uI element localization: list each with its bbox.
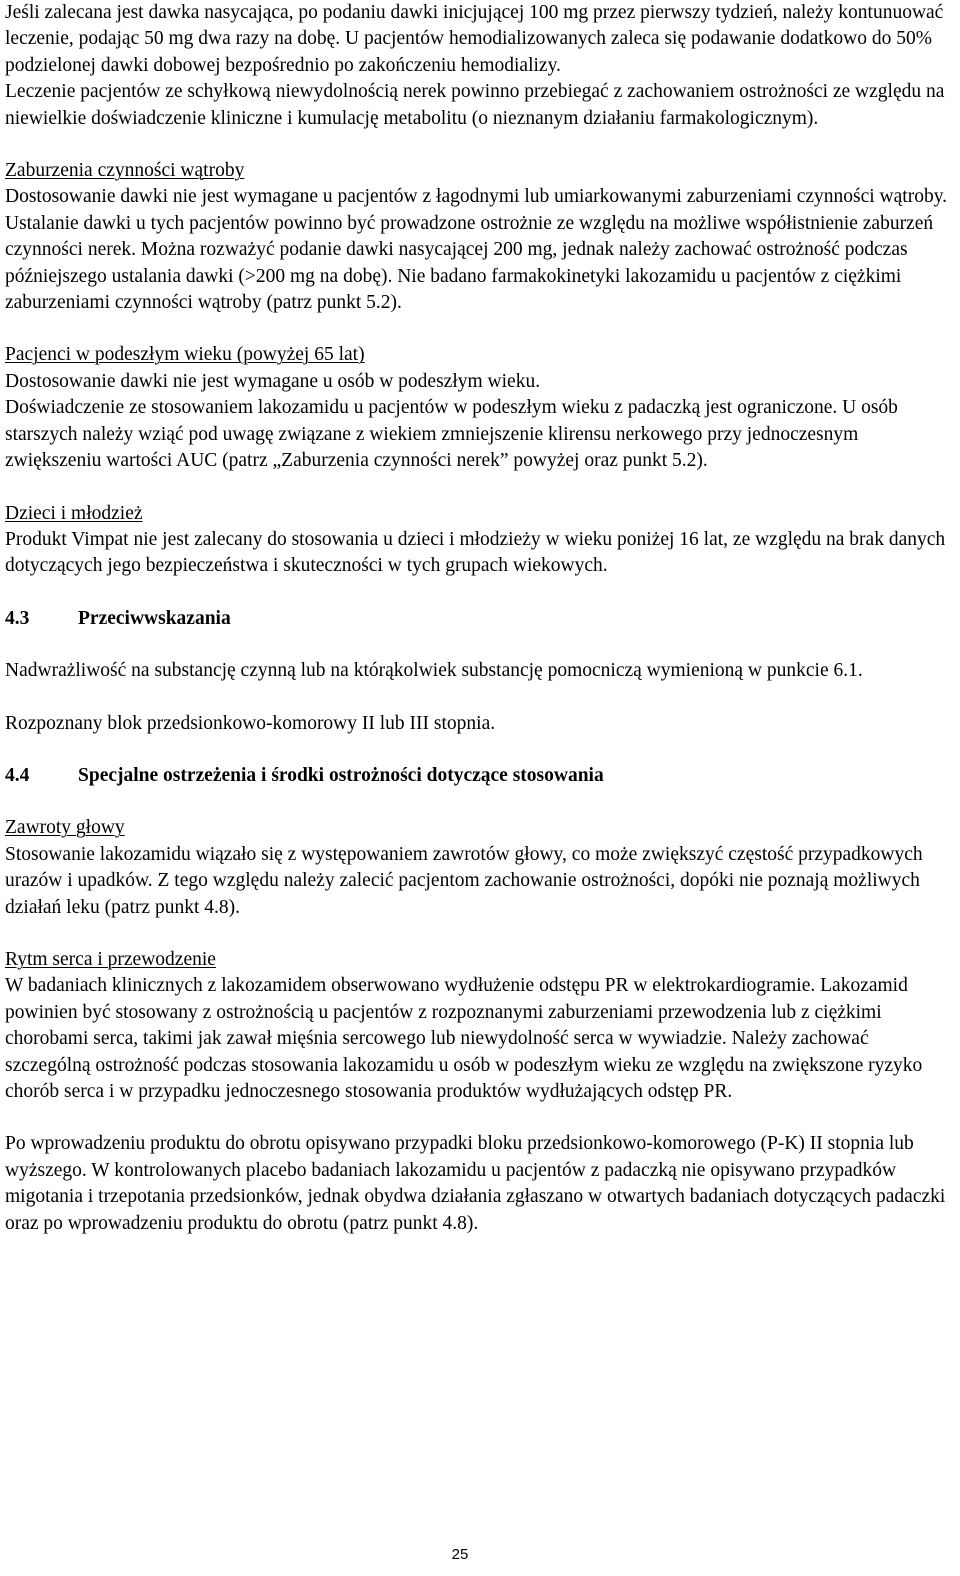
section-number: 4.3 — [5, 607, 30, 629]
document-page — [5, 0, 955, 1237]
subheading-heart: Rytm serca i przewodzenie — [5, 948, 216, 970]
paragraph-liver-2: Ustalanie dawki u tych pacjentów powinno być prowadzone ostrożnie ze względu na możliwe współistnienie zaburzeń czynności nerek. Można rozważyć podanie dawki nasycającej 200 mg, jednak należy zachować ostrożność podczas późniejszego ustalania dawki (>200 mg na dobę). Nie badano farmakokinetyki lakozamidu u pacjentów z ciężkimi zaburzeniami czynności wątroby (patrz punkt 5.2). — [5, 212, 934, 314]
subheading-elderly: Pacjenci w podeszłym wieku (powyżej 65 lat) — [5, 344, 365, 366]
paragraph-dizziness-1: Stosowanie lakozamidu wiązało się z występowaniem zawrotów głowy, co może zwiększyć częstość przypadkowych urazów i upadków. Z tego względu należy zalecić pacjentom zachowanie ostrożności, dopóki nie poznają możliwych działań leku (patrz punkt 4.8). — [5, 843, 923, 918]
paragraph-liver-1: Dostosowanie dawki nie jest wymagane u pacjentów z łagodnymi lub umiarkowanymi zaburzeniami czynności wątroby. — [5, 186, 948, 208]
subheading-liver: Zaburzenia czynności wątroby — [5, 160, 245, 182]
paragraph-renal-end-stage: Leczenie pacjentów ze schyłkową niewydolnością nerek powinno przebiegać z zachowaniem ostrożności ze względu na niewielkie doświadczenie kliniczne i kumulację metabolitu (o nieznanym działaniu farmakologicznym). — [5, 81, 945, 129]
paragraph-heart-1: W badaniach klinicznych z lakozamidem obserwowano wydłużenie odstępu PR w elektrokardiogramie. Lakozamid powinien być stosowany z ostrożnością u pacjentów z rozpoznanymi zaburzeniami przewodzenia lub z ciężkimi chorobami serca, takimi jak zawał mięśnia sercowego lub niewydolność serca w wywiadzie. Należy zachować szczególną ostrożność podczas stosowania lakozamidu u osób w podeszłym wieku ze względu na zwiększone ryzyko chorób serca i w przypadku jednoczesnego stosowania produktów wydłużających odstęp PR. — [5, 975, 923, 1102]
paragraph-elderly-1: Dostosowanie dawki nie jest wymagane u osób w podeszłym wieku. — [5, 370, 541, 392]
paragraph-contraindications-1: Nadwrażliwość na substancję czynną lub na którąkolwiek substancję pomocniczą wymienioną w punkcie 6.1. — [5, 660, 863, 682]
paragraph-loading-dose: Jeśli zalecana jest dawka nasycająca, po podaniu dawki inicjującej 100 mg przez pierwszy tydzień, należy kontunuować leczenie, podając 50 mg dwa razy na dobę. U pacjentów hemodializowanych zaleca się podawanie dodatkowo do 50% podzielonej dawki dobowej bezpośrednio po zakończeniu hemodializy. — [5, 2, 944, 76]
section-heading-4-3 — [5, 606, 955, 632]
section-title: Specjalne ostrzeżenia i środki ostrożności dotyczące stosowania — [78, 764, 604, 786]
paragraph-contraindications-2: Rozpoznany blok przedsionkowo-komorowy II lub III stopnia. — [5, 712, 496, 734]
section-title: Przeciwwskazania — [78, 607, 231, 629]
section-number: 4.4 — [5, 764, 30, 786]
paragraph-elderly-2: Doświadczenie ze stosowaniem lakozamidu u pacjentów w podeszłym wieku z padaczką jest ograniczone. U osób starszych należy wziąć pod uwagę związane z wiekiem zmniejszenie klirensu nerkowego przy jednoczesnym zwiększeniu wartości AUC (patrz „Zaburzenia czynności nerek” powyżej oraz punkt 5.2). — [5, 397, 898, 472]
page-number: 25 — [451, 1546, 469, 1563]
paragraph-heart-2: Po wprowadzeniu produktu do obrotu opisywano przypadki bloku przedsionkowo-komorowego (P-K) II stopnia lub wyższego. W kontrolowanych placebo badaniach lakozamidu u pacjentów z padaczką nie opisywano przypadków migotania i trzepotania przedsionków, jednak obydwa działania zgłaszano w otwartych badaniach dotyczących padaczki oraz po wprowadzeniu produktu do obrotu (patrz punkt 4.8). — [5, 1133, 946, 1234]
subheading-children: Dzieci i młodzież — [5, 502, 143, 524]
subheading-dizziness: Zawroty głowy — [5, 817, 125, 839]
section-heading-4-4 — [5, 763, 955, 789]
paragraph-children-1: Produkt Vimpat nie jest zalecany do stosowania u dzieci i młodzieży w wieku poniżej 16 lat, ze względu na brak danych dotyczących jego bezpieczeństwa i skuteczności w tych grupach wiekowych. — [5, 528, 946, 577]
